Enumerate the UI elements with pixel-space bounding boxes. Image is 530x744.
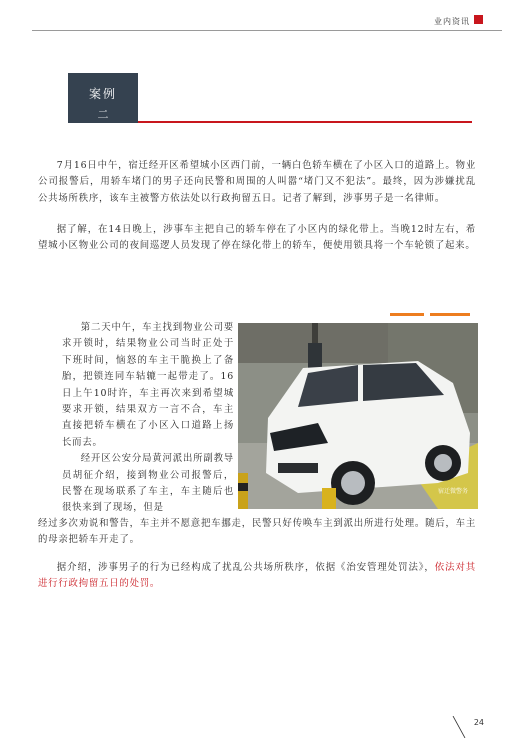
car-photo bbox=[238, 323, 478, 509]
paragraph-background: 据了解，在14日晚上，涉事车主把自己的轿车停在了小区内的绿化带上。当晚12时左右，希望城小区物业公司的夜间巡逻人员发现了停在绿化带上的轿车，便使用锁具将一个车轮锁了起来。 bbox=[38, 224, 476, 252]
case-label-line2: 二 bbox=[97, 108, 109, 121]
penalty-text: 据介绍，涉事男子的行为已经构成了扰乱公共场所秩序，依据《治安管理处罚法》， bbox=[56, 562, 435, 573]
page-number-slash bbox=[452, 716, 466, 738]
photo-watermark: 宿迁微警务 bbox=[437, 488, 468, 495]
header-rule bbox=[32, 30, 502, 31]
paragraph-police-statement: 经开区公安分局黄河派出所副教导员胡征介绍，接到物业公司报警后，民警在现场联系了车主，车主随后也很快来到了现场，但是 bbox=[62, 453, 234, 514]
page-number: 24 bbox=[473, 718, 484, 727]
case-label-box bbox=[68, 73, 138, 123]
paragraph-incident: 7月16日中午，宿迁经开区希望城小区西门前，一辆白色轿车横在了小区入口的道路上。物业公司报警后，用轿车堵门的男子还向民警和周围的人叫嚣“堵门又不犯法”。最终，因为涉嫌扰乱公共场所秩序，该车主被警方依法处以行政拘留五日。记者了解到，涉事男子是一名律师。 bbox=[38, 160, 476, 204]
paragraph-outcome: 经过多次劝说和警告，车主并不愿意把车挪走，民警只好传唤车主到派出所进行处理。随后，车主的母亲把轿车开走了。 bbox=[38, 518, 476, 546]
decorative-bar bbox=[390, 313, 424, 316]
paragraph-penalty bbox=[38, 560, 476, 593]
section-accent-square bbox=[474, 15, 483, 24]
case-label-line1: 案例 bbox=[88, 87, 117, 101]
paragraph-group-next-day bbox=[62, 320, 234, 517]
section-label: 业内资讯 bbox=[434, 17, 470, 26]
penalty-highlight: 依法对其进行行政拘留五日的处罚。 bbox=[38, 562, 476, 590]
car-photo-illustration bbox=[238, 323, 478, 509]
case-title-rule bbox=[138, 121, 472, 123]
decorative-bar bbox=[430, 313, 470, 316]
paragraph-next-day: 第二天中午，车主找到物业公司要求开锁时，结果物业公司当时正处于下班时间，恼怒的车主干脆换上了备胎，把锁连同车轱辘一起带走了。16日上午10时许，车主再次来到希望城要求开锁，结果双方一言不合，车主直接把轿车横在了小区入口道路上扬长而去。 bbox=[62, 322, 234, 448]
